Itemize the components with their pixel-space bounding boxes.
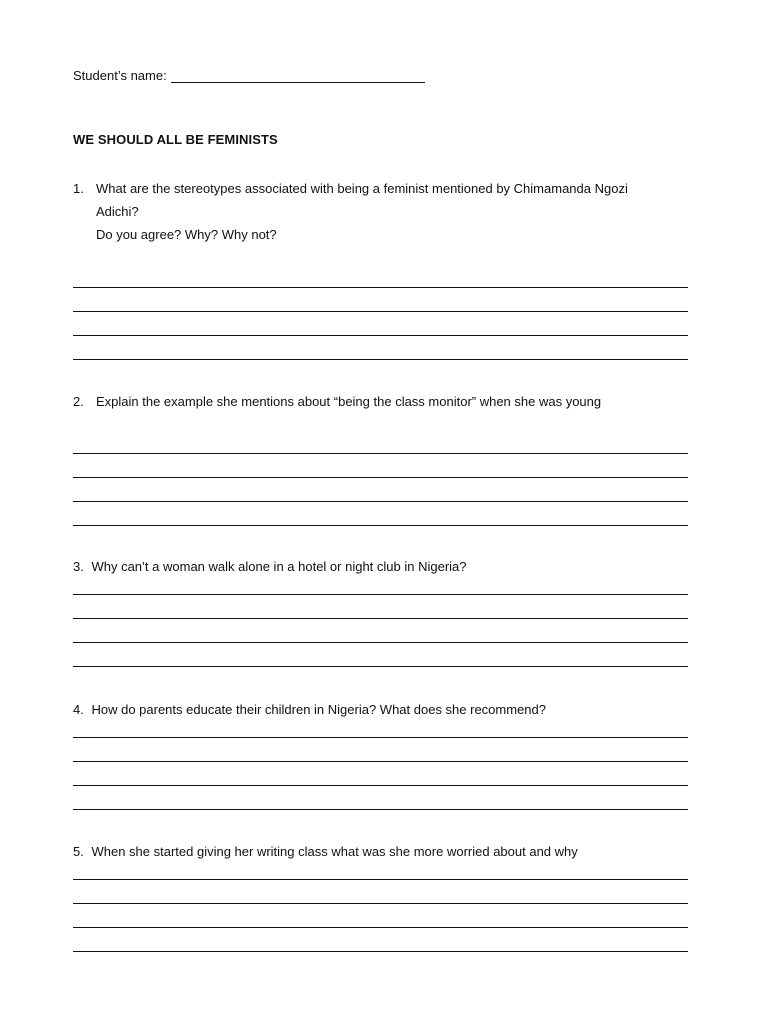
answer-line-q4-4[interactable] — [73, 809, 688, 810]
answer-line-q4-3[interactable] — [73, 785, 688, 786]
question-text: Adichi? — [96, 204, 139, 219]
answer-line-q5-4[interactable] — [73, 951, 688, 952]
student-name-label: Student’s name: — [73, 68, 167, 83]
question-number: 4. — [73, 702, 84, 717]
student-name-row — [73, 68, 425, 83]
answer-line-q3-1[interactable] — [73, 594, 688, 595]
answer-line-q3-3[interactable] — [73, 642, 688, 643]
question-text: When she started giving her writing class what was she more worried about and why — [91, 844, 578, 859]
answer-line-q4-1[interactable] — [73, 737, 688, 738]
answer-line-q1-1[interactable] — [73, 287, 688, 288]
worksheet-title: WE SHOULD ALL BE FEMINISTS — [73, 132, 278, 147]
answer-line-q3-4[interactable] — [73, 666, 688, 667]
question-1 — [73, 177, 693, 246]
question-4 — [73, 698, 693, 721]
question-3 — [73, 555, 693, 578]
answer-line-q2-2[interactable] — [73, 477, 688, 478]
answer-line-q5-2[interactable] — [73, 903, 688, 904]
question-number: 5. — [73, 844, 84, 859]
question-text: What are the stereotypes associated with being a feminist mentioned by Chimamanda Ngozi — [96, 181, 628, 196]
question-text: Explain the example she mentions about “being the class monitor” when she was young — [96, 394, 602, 409]
question-number: 1. — [73, 181, 84, 196]
question-number: 3. — [73, 559, 84, 574]
answer-line-q1-3[interactable] — [73, 335, 688, 336]
answer-line-q4-2[interactable] — [73, 761, 688, 762]
student-name-field[interactable] — [171, 68, 425, 83]
answer-line-q2-1[interactable] — [73, 453, 688, 454]
question-text: Why can’t a woman walk alone in a hotel or night club in Nigeria? — [91, 559, 467, 574]
question-2 — [73, 390, 693, 413]
question-number: 2. — [73, 394, 84, 409]
question-5 — [73, 840, 693, 863]
question-text: How do parents educate their children in Nigeria? What does she recommend? — [91, 702, 546, 717]
answer-line-q3-2[interactable] — [73, 618, 688, 619]
answer-line-q2-3[interactable] — [73, 501, 688, 502]
question-text: Do you agree? Why? Why not? — [96, 227, 277, 242]
answer-line-q1-4[interactable] — [73, 359, 688, 360]
answer-line-q5-3[interactable] — [73, 927, 688, 928]
answer-line-q5-1[interactable] — [73, 879, 688, 880]
answer-line-q2-4[interactable] — [73, 525, 688, 526]
answer-line-q1-2[interactable] — [73, 311, 688, 312]
